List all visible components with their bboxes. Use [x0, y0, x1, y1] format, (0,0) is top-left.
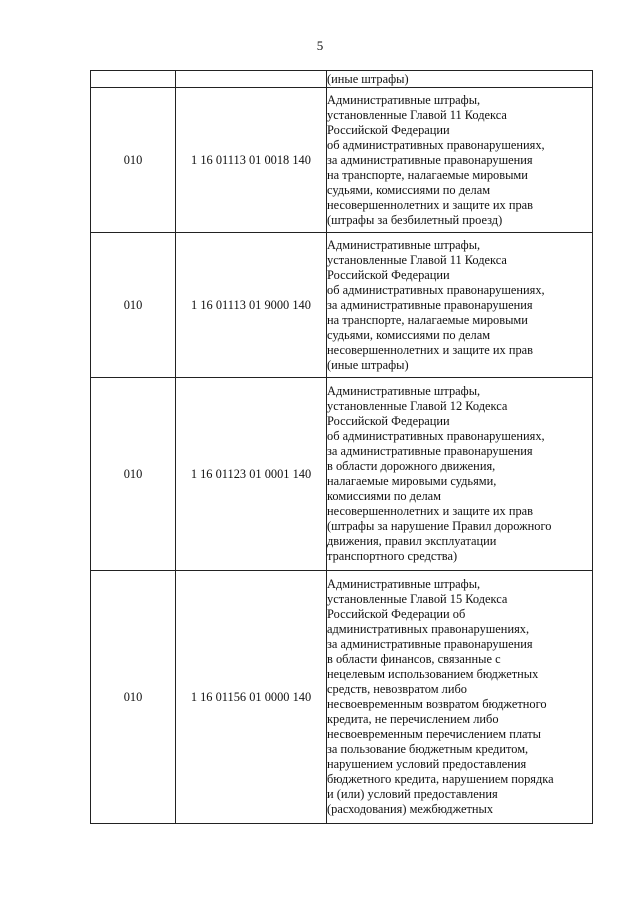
table-row [91, 71, 593, 88]
admin-code-cell: 010 [91, 378, 176, 571]
revenue-description-cell: Административные штрафы, установленные Главой 12 Кодекса Российской Федерации об административных правонарушениях, за административные правонарушения в области дорожного движения, налагаемые мировыми судьями, комиссиями по делам несовершеннолетних и защите их прав (штрафы за нарушение Правил дорожного движения, правил эксплуатации транспортного средства) [327, 378, 593, 571]
page-number: 5 [316, 38, 324, 53]
table-row [91, 378, 593, 571]
revenue-description-cell: Административные штрафы, установленные Главой 11 Кодекса Российской Федерации об административных правонарушениях, за административные правонарушения на транспорте, налагаемые мировыми судьями, комиссиями по делам несовершеннолетних и защите их прав (штрафы за безбилетный проезд) [327, 88, 593, 233]
table-row [91, 571, 593, 824]
table-row [91, 233, 593, 378]
budget-classification-code-cell [176, 71, 327, 88]
budget-codes-table [90, 70, 593, 824]
revenue-description-cell: Административные штрафы, установленные Главой 15 Кодекса Российской Федерации об административных правонарушениях, за административные правонарушения в области финансов, связанные с нецелевым использованием бюджетных средств, невозвратом либо несвоевременным возвратом бюджетного кредита, не перечислением либо несвоевременным перечислением платы за пользование бюджетным кредитом, нарушением условий предоставления бюджетного кредита, нарушением порядка и (или) условий предоставления (расходования) межбюджетных [327, 571, 593, 824]
budget-classification-code-cell: 1 16 01156 01 0000 140 [176, 571, 327, 824]
admin-code-cell: 010 [91, 571, 176, 824]
table-row [91, 88, 593, 233]
budget-classification-code-cell: 1 16 01113 01 9000 140 [176, 233, 327, 378]
revenue-description-cell: (иные штрафы) [327, 71, 593, 88]
admin-code-cell: 010 [91, 233, 176, 378]
revenue-description-cell: Административные штрафы, установленные Главой 11 Кодекса Российской Федерации об административных правонарушениях, за административные правонарушения на транспорте, налагаемые мировыми судьями, комиссиями по делам несовершеннолетних и защите их прав (иные штрафы) [327, 233, 593, 378]
budget-classification-code-cell: 1 16 01113 01 0018 140 [176, 88, 327, 233]
admin-code-cell: 010 [91, 88, 176, 233]
admin-code-cell [91, 71, 176, 88]
budget-classification-code-cell: 1 16 01123 01 0001 140 [176, 378, 327, 571]
